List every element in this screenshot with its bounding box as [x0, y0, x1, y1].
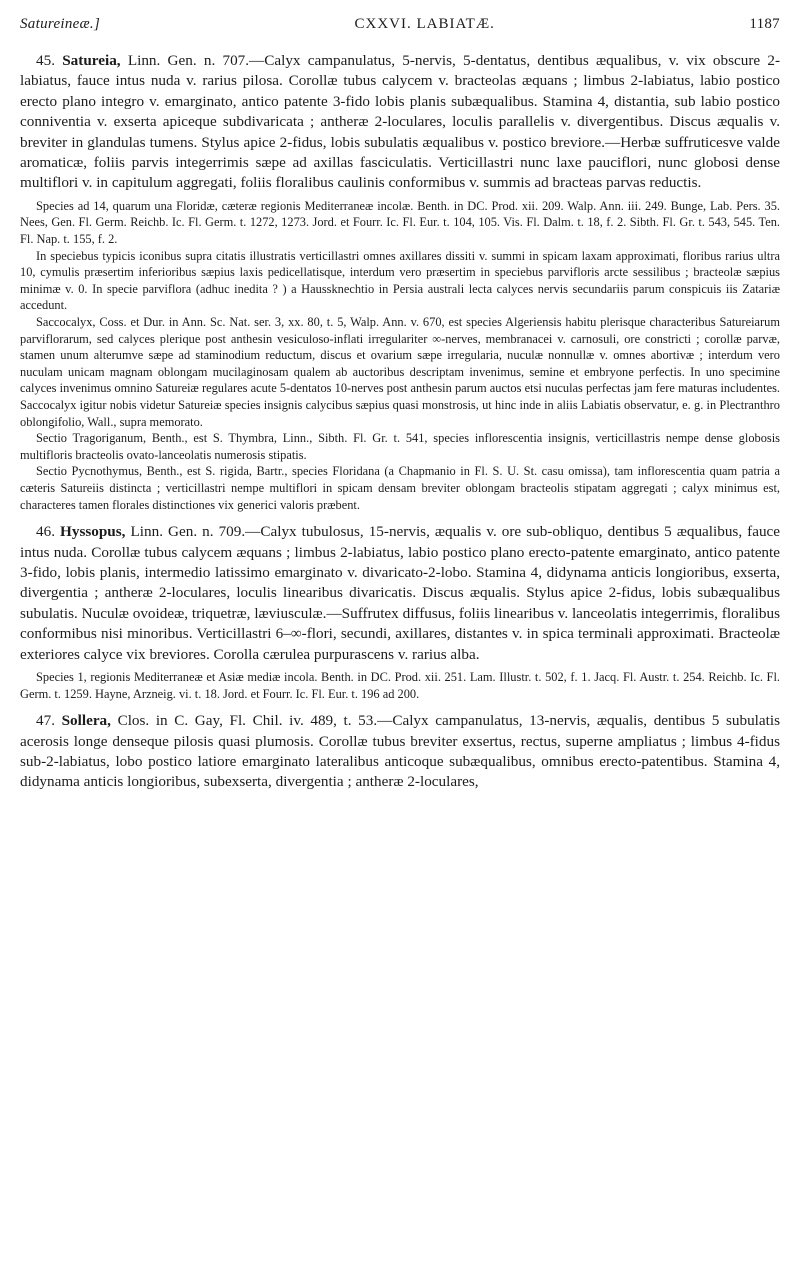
- genus-name: Satureia,: [62, 52, 121, 69]
- genus-number: 47.: [36, 712, 55, 730]
- diagnosis-text: Clos. in C. Gay, Fl. Chil. iv. 489, t. 53.—Calyx campanulatus, 13-nervis, æqualis, dentibus 5 subulatis acerosis longe denseque pilosis quasi plumosis. Corollæ tubus breviter exsertus, rectus, superne ampliatus ; limbus 4-fidus sub-2-labiatus, lobo postico latiore emarginato lateralibus anticoque subæqualibus, omnibus erecto-patentibus. Stamina 4, didynama anticis longioribus, subexserta, divergentia ; antheræ 2-loculares,: [20, 712, 780, 791]
- species-note: Species 1, regionis Mediterraneæ et Asiæ mediæ incola. Benth. in DC. Prod. xii. 251. Lam. Illustr. t. 502, f. 1. Jacq. Fl. Austr. t. 254. Reichb. Ic. Fl. Germ. t. 1259. Hayne, Arzneig. vi. t. 18. Jord. et Fourr. Ic. Fl. Eur. t. 196 ad 200.: [20, 669, 780, 701]
- genus-number: 46.: [36, 523, 55, 541]
- genus-diagnosis: [20, 711, 780, 793]
- page: [20, 0, 780, 793]
- genus-number: 45.: [36, 52, 55, 69]
- header-section: Satureineæ.]: [20, 16, 101, 32]
- diagnosis-text: Linn. Gen. n. 709.—Calyx tubulosus, 15-nervis, æqualis v. ore sub-obliquo, dentibus 5 æqualibus, fauce intus nuda. Corollæ tubus calycem æquans ; limbus 2-labiatus, labio postico plano erecto-patente emarginato, antico patente 3-fido, lobis planis, intermedio latissimo emarginato v. divaricato-2-lobo. Stamina 4, didynama anticis longioribus, exserta, divergentia ; antheræ 2-loculares, loculis linearibus divaricatis. Discus æqualis. Stylus apice 2-fidus, lobis subæqualibus subulatis. Nuculæ ovoideæ, triquetræ, læviusculæ.—Suffrutex diffusus, foliis linearibus v. lanceolatis integerrimis, floralibus conformibus nisi minoribus. Verticillastri 6–∞-flori, secundi, axillares, distantes v. in spica terminali approximati. Bracteolæ exteriores calyce vix breviores. Corolla cærulea purpurascens v. rarius alba.: [20, 523, 781, 663]
- species-note: Saccocalyx, Coss. et Dur. in Ann. Sc. Nat. ser. 3, xx. 80, t. 5, Walp. Ann. v. 670, est species Algeriensis habitu plerisque characteribus Satureiarum parviflorarum, sed calyces plerique post anthesin vesiculoso-inflati irregulariter ∞-nerves, membranacei v. carnosuli, ore constricti ; corollæ parvæ, stamen unum alterumve sæpe ad staminodium reductum, discus et ovarium sæpe irregularia, nuculæ nonnullæ v. omnes abortivæ ; interdum vero nuculam unicam magnam oblongam mucilaginosam qualem ab auctoribus descriptam invenimus, semine et embryone perfectis. In uno specimine calyces invenimus omnino Satureiæ regulares acute 5-dentatos 10-nerves post anthesin parum auctos etsi nuculas perfectas jam fere maturas includentes. Saccocalyx igitur nobis videtur Satureiæ species insignis calycibus sæpius quasi monstrosis, ut hinc inde in aliis Labiatis observatur, e. g. in Plectranthro oblongifolio, Wall., supra memorato.: [20, 315, 780, 429]
- genus-name: Sollera,: [61, 712, 111, 730]
- genus-diagnosis: [20, 522, 780, 665]
- running-header: [20, 16, 780, 33]
- diagnosis-text: Linn. Gen. n. 707.—Calyx campanulatus, 5-nervis, 5-dentatus, dentibus æqualibus, v. vix obscure 2-labiatus, fauce intus nuda v. rarius pilosa. Corollæ tubus calycem v. bracteolas æquans ; limbus 2-labiatus, labio postico erecto plano integro v. emarginato, antico patente 3-fido lobis planis subæqualibus. Stamina 4, distantia, sub labio postico conniventia v. exserta apiceque subdivaricata ; antheræ 2-loculares, loculis parallelis v. divergentibus. Discus æqualis v. breviter in glandulas tumens. Stylus apice 2-fidus, lobis subulatis æqualibus v. postico breviore.—Herbæ suffruticesve valde aromaticæ, foliis parvis integerrimis sæpe ad axillas fasciculatis. Verticillastri nunc laxe pauciflori, nunc globosi dense multiflori v. in capitulum aggregati, foliis floralibus caulinis conformibus v. summis ad bracteas parvas reductis.: [20, 52, 781, 192]
- species-note: Sectio Tragoriganum, Benth., est S. Thymbra, Linn., Sibth. Fl. Gr. t. 541, species inflorescentia insignis, verticillastris nempe dense globosis multifloris bracteolis ovato-lanceolatis numerosis stipatis.: [20, 431, 780, 462]
- species-note: In speciebus typicis iconibus supra citatis illustratis verticillastri omnes axillares dissiti v. summi in spicam laxam approximati, floribus rarius ultra 10, cymulis præsertim inferioribus sæpius laxis pedicellatisque, interdum vero præsertim in speciebus parvifloris arcte sessilibus ; bracteolæ sæpius minimæ v. 0. In specie parviflora (adhuc inedita ? ) a Haussknechtio in Persia australi lecta calyces nervis secundariis parum conspicuis iis Zatariæ accedunt.: [20, 248, 780, 313]
- species-note: Sectio Pycnothymus, Benth., est S. rigida, Bartr., species Floridana (a Chapmanio in Fl. S. U. St. casu omissa), tam inflorescentia quam patria a cæteris Satureiis distincta ; verticillastri nempe multiflori in spicam densam breviter oblongam bracteolis stipatam aggregati ; calyx minimus est, characteres tamen florales distinctiones vix generici valoris præbent.: [20, 464, 780, 512]
- genus-diagnosis: [20, 51, 780, 194]
- genus-name: Hyssopus,: [60, 523, 126, 541]
- header-family: CXXVI. LABIATÆ.: [354, 16, 495, 32]
- page-number: 1187: [749, 16, 780, 32]
- species-note: Species ad 14, quarum una Floridæ, cæteræ regionis Mediterraneæ incolæ. Benth. in DC. Prod. xii. 209. Walp. Ann. iii. 249. Bunge, Lab. Pers. 35. Nees, Gen. Fl. Germ. Reichb. Ic. Fl. Germ. t. 1272, 1273. Jord. et Fourr. Ic. Fl. Eur. t. 104, 105. Vis. Fl. Dalm. t. 18, f. 2. Sibth. Fl. Gr. t. 543, 545. Ten. Fl. Nap. t. 155, f. 2.: [20, 198, 780, 247]
